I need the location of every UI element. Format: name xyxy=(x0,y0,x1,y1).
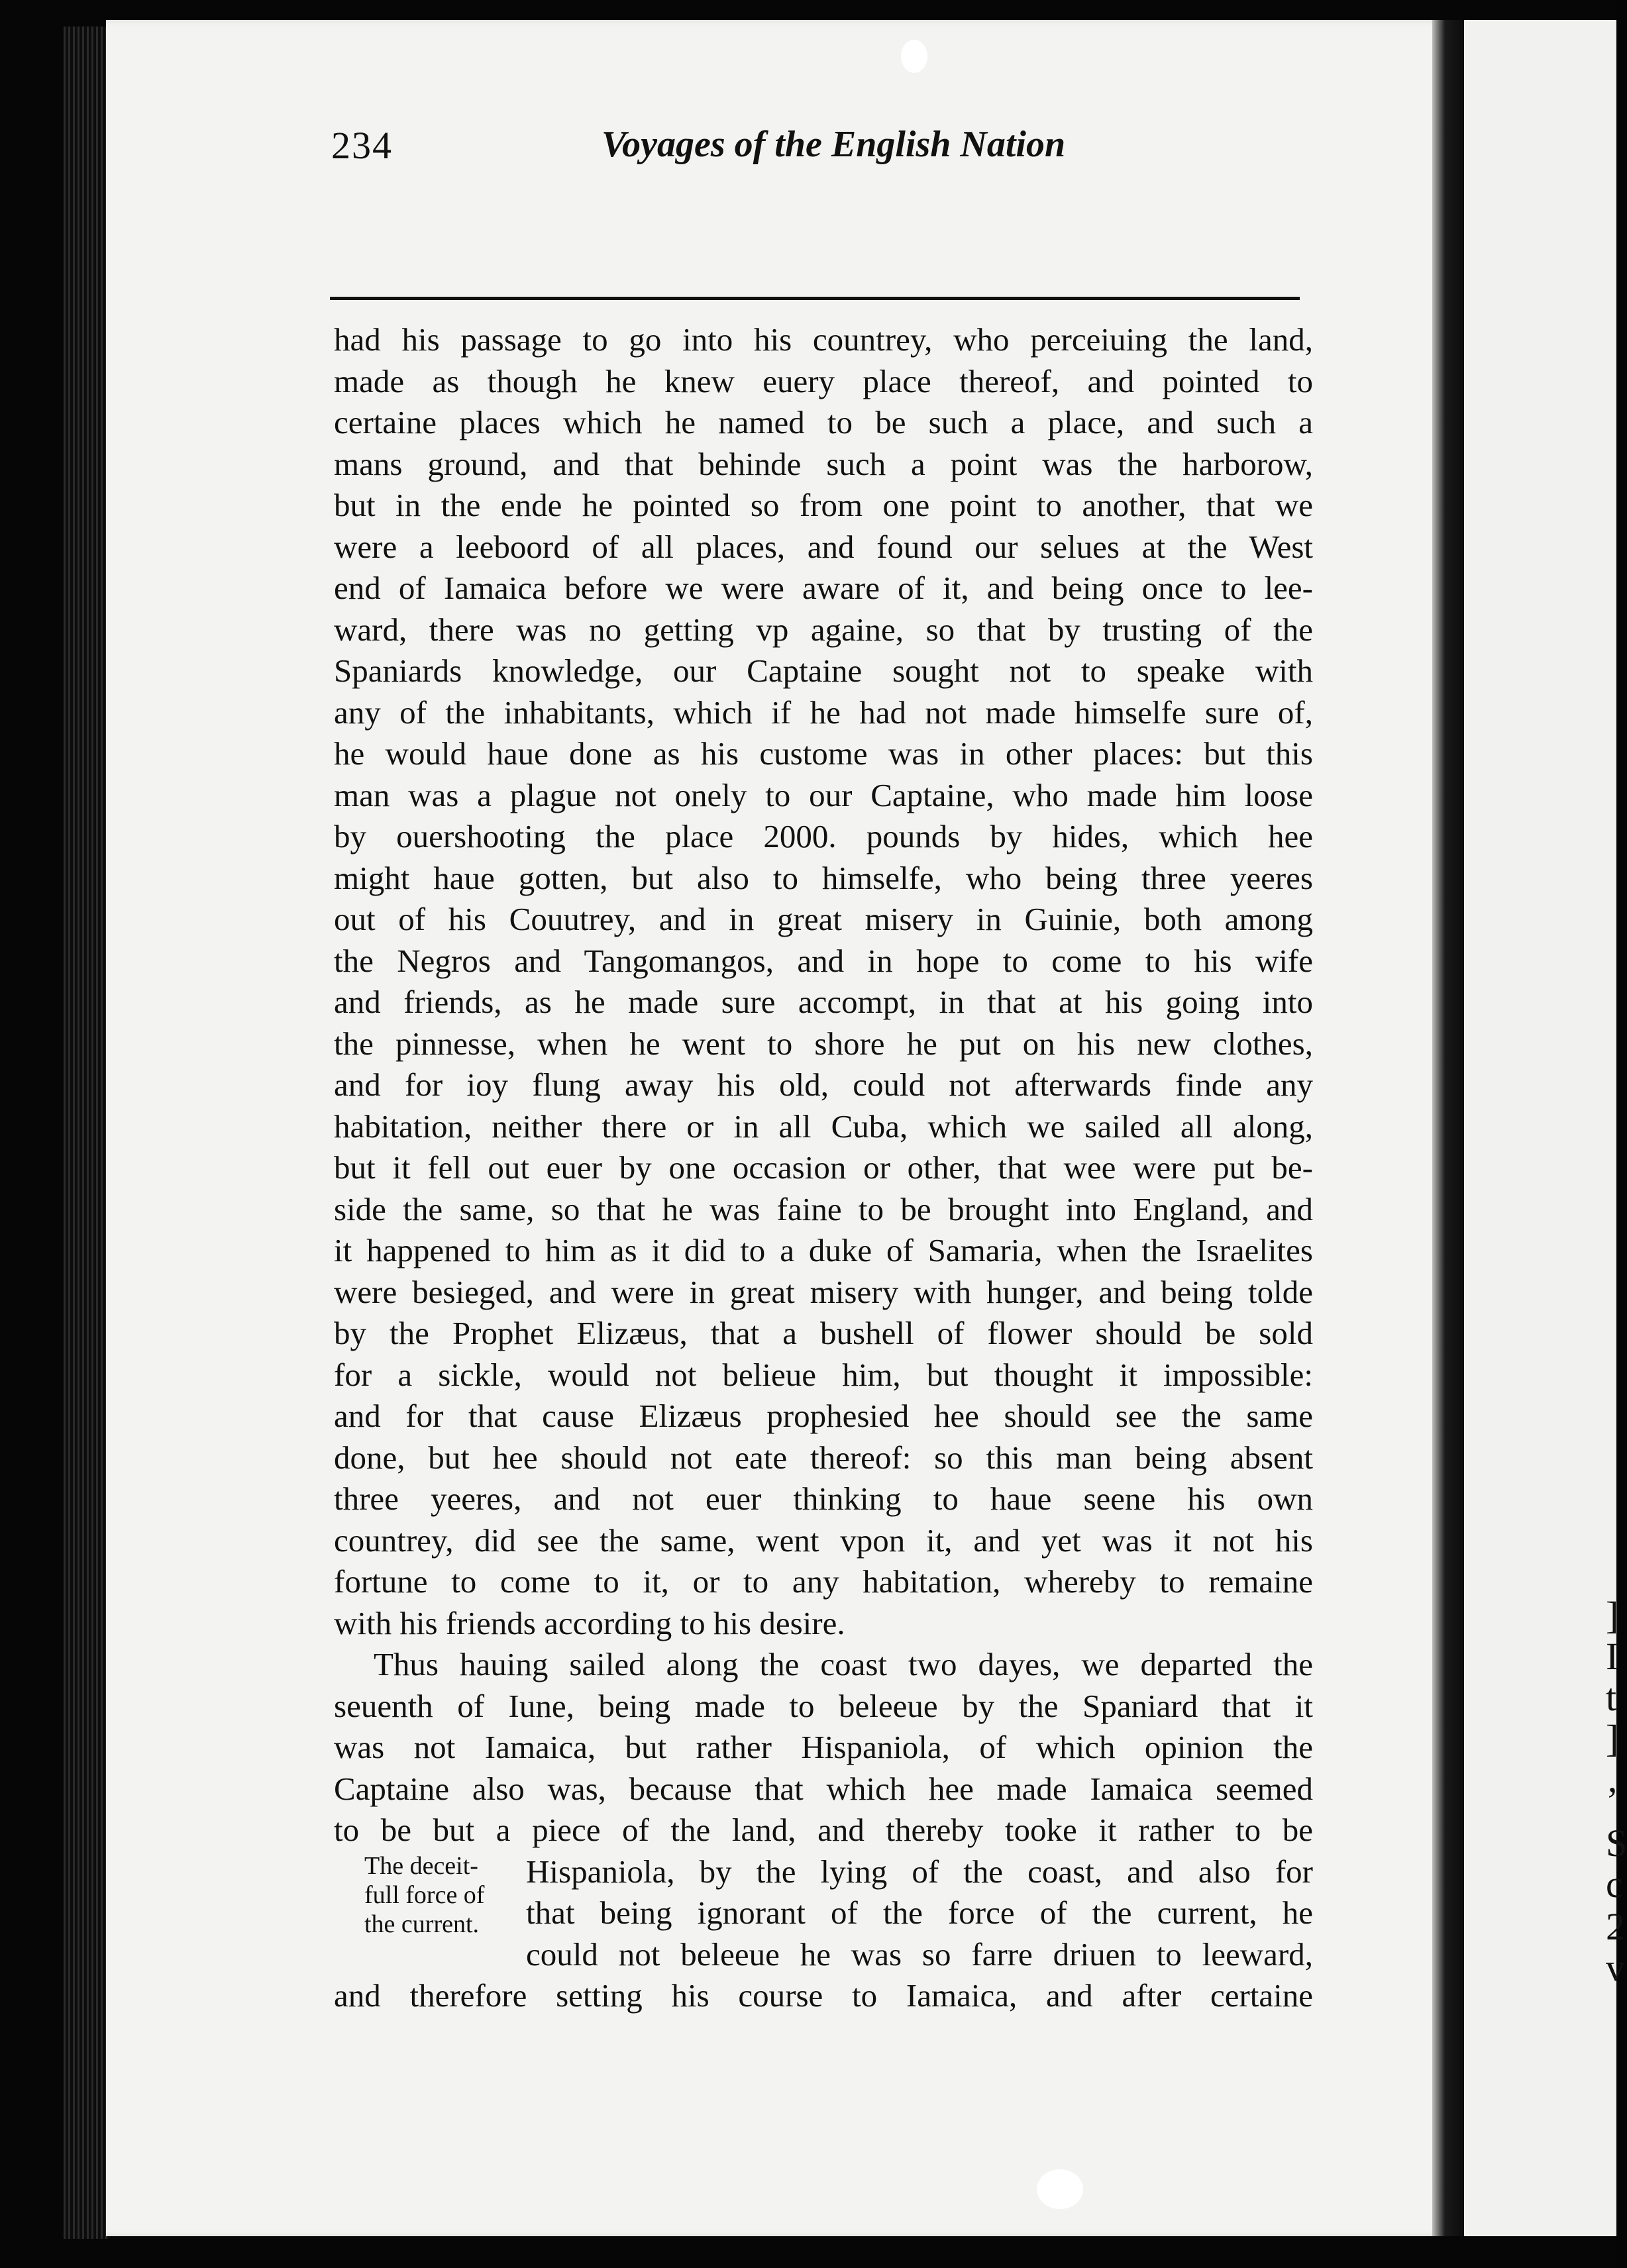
facing-letter: ’ xyxy=(1606,1779,1619,1822)
text-line: man was a plague not onely to our Captaine, who made him loose xyxy=(334,776,1313,813)
text-line: by the Prophet Elizæus, that a bushell of flower should be sold xyxy=(334,1315,1313,1351)
text-line: was not Iamaica, but rather Hispaniola, of which opinion the xyxy=(334,1729,1313,1765)
paragraph-first-line: Thus hauing sailed along the coast two dayes, we departed the xyxy=(374,1646,1313,1682)
text-line: were besieged, and were in great misery with hunger, and being tolde xyxy=(334,1273,1313,1310)
facing-letter: t xyxy=(1606,1676,1617,1719)
margin-note-line: full force of xyxy=(364,1881,485,1909)
text-line: mans ground, and that behinde such a point was the harborow, xyxy=(334,445,1313,482)
text-line: done, but hee should not eate thereof: so this man being absent xyxy=(334,1439,1313,1476)
text-line: end of Iamaica before we were aware of it, and being once to lee- xyxy=(334,570,1313,606)
text-line: side the same, so that he was faine to be brought into England, and xyxy=(334,1190,1313,1227)
text-line: ward, there was no getting vp againe, so that by trusting of the xyxy=(334,611,1313,648)
margin-note xyxy=(364,1851,530,1939)
paper-blemish xyxy=(901,40,927,73)
header-rule xyxy=(330,297,1300,300)
facing-letter: ] xyxy=(1606,1594,1619,1637)
text-line: the Negros and Tangomangos, and in hope to come to his wife xyxy=(334,942,1313,979)
text-line: that being ignorant of the force of the current, he xyxy=(526,1894,1313,1931)
text-line: he would haue done as his custome was in other places: but this xyxy=(334,735,1313,772)
text-line: might haue gotten, but also to himselfe, who being three yeeres xyxy=(334,859,1313,896)
text-line: by ouershooting the place 2000. pounds by hides, which hee xyxy=(334,818,1313,854)
text-line: were a leeboord of all places, and found our selues at the West xyxy=(334,528,1313,565)
text-line: to be but a piece of the land, and thereby tooke it rather to be xyxy=(334,1812,1313,1848)
text-line: Spaniards knowledge, our Captaine sought not to speake with xyxy=(334,652,1313,689)
text-line: and therefore setting his course to Iamaica, and after certaine xyxy=(334,1977,1313,2014)
text-line: the pinnesse, when he went to shore he put on his new clothes, xyxy=(334,1025,1313,1062)
facing-letter: c xyxy=(1606,1863,1623,1906)
text-line: and friends, as he made sure accompt, in that at his going into xyxy=(334,984,1313,1020)
facing-letter: v xyxy=(1606,1946,1625,1989)
paper-blemish xyxy=(1037,2169,1083,2209)
running-title: Voyages of the English Nation xyxy=(602,124,1066,165)
page-number: 234 xyxy=(331,124,393,167)
text-line: it happened to him as it did to a duke of Samaria, when the Israelites xyxy=(334,1232,1313,1268)
text-line: and for ioy flung away his old, could not afterwards finde any xyxy=(334,1066,1313,1103)
text-line: Captaine also was, because that which hee made Iamaica seemed xyxy=(334,1770,1313,1807)
text-line: had his passage to go into his countrey, who perceiuing the land, xyxy=(334,321,1313,358)
text-line: three yeeres, and not euer thinking to haue seene his own xyxy=(334,1480,1313,1517)
facing-page xyxy=(1464,20,1627,2236)
book-gutter xyxy=(1432,20,1464,2236)
text-line: with his friends according to his desire. xyxy=(334,1604,845,1641)
text-line: Hispaniola, by the lying of the coast, and also for xyxy=(526,1853,1313,1890)
text-line: for a sickle, would not belieue him, but thought it impossible: xyxy=(334,1356,1313,1393)
text-line: seuenth of Iune, being made to beleeue by the Spaniard that it xyxy=(334,1687,1313,1724)
facing-letter: I xyxy=(1606,1635,1619,1678)
text-line: countrey, did see the same, went vpon it, and yet was it not his xyxy=(334,1521,1313,1559)
text-line: but in the ende he pointed so from one point to another, that we xyxy=(334,487,1313,523)
text-line: but it fell out euer by one occasion or other, that wee were put be- xyxy=(334,1149,1313,1186)
text-line: made as though he knew euery place thereof, and pointed to xyxy=(334,362,1313,399)
text-line: could not beleeue he was so farre driuen to leeward, xyxy=(526,1935,1313,1973)
text-line: habitation, neither there or in all Cuba, which we sailed all along, xyxy=(334,1108,1313,1145)
margin-note-line: the current. xyxy=(364,1910,480,1938)
text-line: certaine places which he named to be such a place, and such a xyxy=(334,404,1313,440)
text-line: out of his Couutrey, and in great misery in Guinie, both among xyxy=(334,901,1313,937)
body-text xyxy=(334,319,1313,2017)
text-line: any of the inhabitants, which if he had not made himselfe sure of, xyxy=(334,694,1313,731)
margin-note-line: The deceit- xyxy=(364,1852,478,1880)
facing-letter: ] xyxy=(1606,1717,1619,1760)
running-head xyxy=(331,123,1312,183)
page-edges xyxy=(64,26,110,2239)
facing-letter: 2 xyxy=(1606,1905,1625,1948)
facing-letter: S xyxy=(1606,1822,1627,1865)
text-line: fortune to come to it, or to any habitation, whereby to remaine xyxy=(334,1563,1313,1600)
text-line: and for that cause Elizæus prophesied hee should see the same xyxy=(334,1398,1313,1434)
